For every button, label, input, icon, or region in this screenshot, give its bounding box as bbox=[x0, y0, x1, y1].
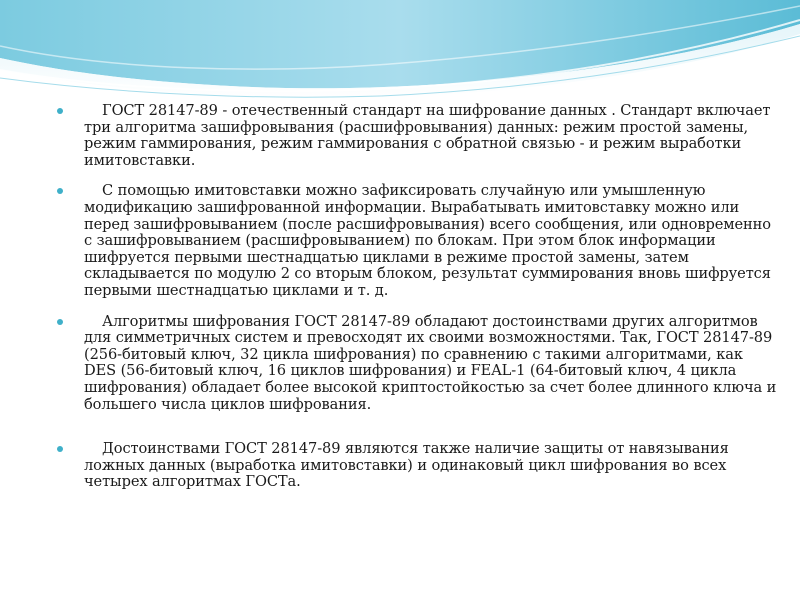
paragraph-text: ГОСТ 28147-89 - отечественный стандарт на шифрование данных . Стандарт включает три алгоритма зашифровывания (расшифровывания) данных: режим простой замены, режим гаммирования, режим гаммирования с обратной связью - и режим выработки имитовставки. bbox=[84, 102, 771, 169]
paragraph-text: С помощью имитовставки можно зафиксировать случайную или умышленную модификацию зашифрованной информации. Вырабатывать имитовставку можно или перед зашифровыванием (после расшифровывания) всего сообщения, или одновременно с зашифровыванием (расшифровыванием) по блокам. При этом блок информации шифруется первыми шестнадцатью циклами в режиме простой замены, затем складывается по модулю 2 со вторым блоком, результат суммирования вновь шифруется первыми шестнадцатью циклами и т. д. bbox=[84, 182, 771, 299]
paragraph-gost-overview bbox=[57, 103, 777, 169]
wave-band-dark bbox=[0, 0, 800, 88]
paragraph-text: Алгоритмы шифрования ГОСТ 28147-89 обладают достоинствами других алгоритмов для симметричных систем и превосходят их своими возможностями. Так, ГОСТ 28147-89 (256-битовый ключ, 32 цикла шифрования) по сравнению с такими алгоритмами, как DES (56-битовый ключ, 16 циклов шифрования) и FEAL-1 (64-битовый ключ, 4 цикла шифрования) обладает более высокой криптостойкостью за счет более длинного ключа и большего числа циклов шифрования. bbox=[84, 312, 777, 413]
bullet-dot-icon bbox=[57, 446, 63, 452]
paragraph-text: Достоинствами ГОСТ 28147-89 являются также наличие защиты от навязывания ложных данных (выработка имитовставки) и одинаковый цикл шифрования во всех четырех алгоритмах ГОСТа. bbox=[84, 440, 729, 491]
bullet-dot-icon bbox=[57, 188, 63, 194]
paragraph-imitovstavka bbox=[57, 183, 777, 299]
slide-body bbox=[57, 103, 777, 491]
paragraph-protection bbox=[57, 441, 777, 491]
bullet-dot-icon bbox=[57, 108, 63, 114]
bullet-dot-icon bbox=[57, 319, 63, 325]
paragraph-advantages bbox=[57, 314, 777, 414]
